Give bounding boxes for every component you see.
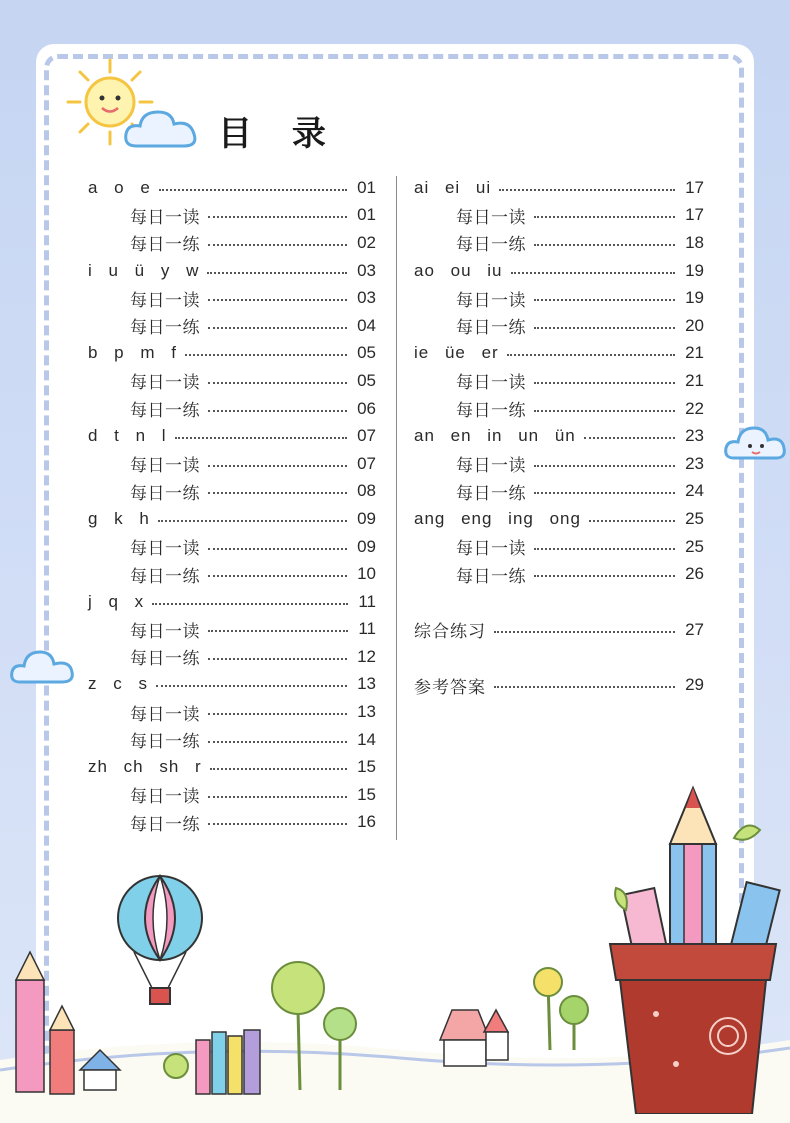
dot-leader [156, 685, 347, 687]
toc-entry-label: a o e [88, 177, 151, 197]
toc-entry-label: 每日一练 [130, 235, 200, 255]
toc-subentry [88, 533, 376, 561]
toc-entry-label: 每日一练 [130, 318, 200, 338]
toc-entry-label: 每日一读 [130, 456, 200, 476]
toc-entry-label: 每日一读 [456, 207, 526, 227]
toc-entry-label: 每日一练 [130, 732, 200, 752]
toc-entry-label: ai ei ui [414, 177, 492, 197]
toc-subentry [88, 367, 376, 395]
dot-leader [152, 603, 348, 605]
dot-leader [158, 520, 347, 522]
toc-entry-label: zh ch sh r [88, 757, 202, 777]
dot-leader [534, 575, 675, 577]
toc-page-number: 17 [685, 205, 704, 225]
toc-subentry [88, 809, 376, 837]
toc-subentry [88, 312, 376, 340]
dot-leader [534, 216, 675, 218]
dot-leader [208, 299, 347, 301]
toc-entry [414, 422, 704, 450]
toc-entry-label: 每日一练 [456, 318, 526, 338]
dot-leader [208, 796, 347, 798]
toc-entry [88, 340, 376, 368]
toc-entry-label: b p m f [88, 343, 177, 363]
dot-leader [208, 630, 348, 632]
toc-right-column [414, 174, 704, 699]
toc-subentry [88, 698, 376, 726]
toc-page-number: 20 [685, 315, 704, 335]
toc-entry [414, 257, 704, 285]
toc-entry-label: i u ü y w [88, 260, 200, 280]
toc-page-number: 03 [357, 260, 376, 280]
dot-leader [208, 823, 347, 825]
dot-leader [534, 410, 675, 412]
toc-entry [88, 174, 376, 202]
toc-entry-label: 每日一练 [456, 566, 526, 586]
toc-entry-label: d t n l [88, 426, 167, 446]
toc-page-number: 02 [357, 232, 376, 252]
dot-leader [208, 244, 347, 246]
toc-page-number: 13 [357, 702, 376, 722]
toc-entry-label: z c s [88, 674, 148, 694]
toc-entry [88, 753, 376, 781]
toc-entry [88, 422, 376, 450]
toc-subentry [414, 560, 704, 588]
toc-page-number: 12 [357, 646, 376, 666]
toc-entry-label: 综合练习 [414, 622, 486, 642]
toc-page-number: 05 [357, 370, 376, 390]
cloud-icon [10, 644, 76, 690]
toc-entry-label: 每日一练 [456, 401, 526, 421]
toc-page-number: 01 [357, 177, 376, 197]
toc-entry-label: 每日一读 [130, 621, 200, 641]
toc-page-number: 19 [685, 260, 704, 280]
dot-leader [208, 216, 347, 218]
dot-leader [208, 658, 347, 660]
toc-page-number: 13 [357, 674, 376, 694]
dot-leader [159, 189, 347, 191]
toc-page-number: 15 [357, 784, 376, 804]
toc-page-number: 21 [685, 370, 704, 390]
toc-page-number: 08 [357, 481, 376, 501]
toc-subentry [88, 395, 376, 423]
toc-entry-label: ang eng ing ong [414, 508, 581, 528]
toc-subentry [414, 202, 704, 230]
toc-entry-label: j q x [88, 591, 145, 611]
toc-page-number: 04 [357, 315, 376, 335]
toc-page-number: 05 [357, 343, 376, 363]
toc-entry-label: 每日一读 [130, 787, 200, 807]
toc-page-number: 09 [357, 508, 376, 528]
toc-page-number: 23 [685, 426, 704, 446]
toc-page-number: 25 [685, 536, 704, 556]
dot-leader [494, 631, 675, 633]
toc-subentry [88, 284, 376, 312]
toc-page-number: 11 [358, 619, 376, 639]
dot-leader [208, 410, 347, 412]
dot-leader [534, 382, 675, 384]
toc-entry-label: 每日一读 [130, 539, 200, 559]
toc-entry [88, 671, 376, 699]
toc-page-number: 27 [685, 619, 704, 639]
dot-leader [534, 327, 675, 329]
toc-entry-label: ao ou iu [414, 260, 503, 280]
toc-page-number: 07 [357, 426, 376, 446]
dot-leader [534, 244, 675, 246]
toc-entry-label: 每日一读 [456, 539, 526, 559]
toc-subentry [88, 726, 376, 754]
dot-leader [534, 548, 675, 550]
toc-page-number: 03 [357, 288, 376, 308]
page-title: 目 录 [218, 114, 340, 154]
toc-page-number: 14 [357, 729, 376, 749]
toc-entry-label: 每日一读 [130, 290, 200, 310]
toc-entry [88, 257, 376, 285]
toc-subentry [414, 284, 704, 312]
toc-entry [414, 616, 704, 644]
toc-page-number: 24 [685, 481, 704, 501]
books-icon [196, 1030, 260, 1094]
toc-subentry [88, 202, 376, 230]
dot-leader [208, 575, 347, 577]
toc-page-number: 22 [685, 398, 704, 418]
dot-leader [584, 437, 675, 439]
dot-leader [208, 548, 347, 550]
toc-subentry [88, 560, 376, 588]
toc-entry-label: 参考答案 [414, 677, 486, 697]
toc-page-number: 11 [358, 591, 376, 611]
dot-leader [185, 354, 347, 356]
toc-page-number: 07 [357, 453, 376, 473]
toc-entry [414, 174, 704, 202]
toc-page-number: 16 [357, 812, 376, 832]
dot-leader [499, 189, 675, 191]
toc-entry-label: an en in un ün [414, 426, 576, 446]
toc-subentry [88, 478, 376, 506]
dot-leader [207, 272, 347, 274]
toc-subentry [88, 229, 376, 257]
toc-subentry [88, 643, 376, 671]
dot-leader [208, 327, 347, 329]
toc-entry-label: 每日一读 [130, 207, 200, 227]
dot-leader [589, 520, 675, 522]
toc-subentry [414, 367, 704, 395]
toc-subentry [414, 533, 704, 561]
toc-subentry [414, 229, 704, 257]
toc-entry [88, 588, 376, 616]
pencil-pot-icon [596, 784, 790, 1114]
toc-subentry [414, 312, 704, 340]
dot-leader [534, 465, 675, 467]
toc-entry-label: g k h [88, 508, 150, 528]
cloud-icon [724, 418, 788, 466]
toc-subentry [414, 478, 704, 506]
toc-entry-label: 每日一练 [130, 814, 200, 834]
dot-leader [511, 272, 676, 274]
toc-entry-label: 每日一读 [456, 456, 526, 476]
toc-entry-label: 每日一读 [456, 373, 526, 393]
dot-leader [208, 713, 347, 715]
toc-subentry [88, 616, 376, 644]
toc-subentry [414, 450, 704, 478]
cloud-icon [122, 100, 202, 156]
column-divider [396, 176, 397, 840]
toc-page-number: 17 [685, 177, 704, 197]
toc-subentry [88, 781, 376, 809]
toc-entry-label: 每日一读 [456, 290, 526, 310]
toc-entry [414, 340, 704, 368]
dot-leader [208, 492, 347, 494]
toc-entry-label: 每日一练 [456, 235, 526, 255]
toc-entry [414, 672, 704, 700]
toc-subentry [414, 395, 704, 423]
toc-entry [414, 505, 704, 533]
toc-entry [88, 505, 376, 533]
toc-entry-label: 每日一练 [130, 483, 200, 503]
toc-entry-label: ie üe er [414, 343, 499, 363]
toc-page-number: 29 [685, 675, 704, 695]
dot-leader [494, 686, 675, 688]
toc-page-number: 25 [685, 508, 704, 528]
dot-leader [534, 492, 675, 494]
dot-leader [507, 354, 675, 356]
toc-page-number: 09 [357, 536, 376, 556]
toc-entry-label: 每日一练 [456, 483, 526, 503]
dot-leader [208, 741, 347, 743]
toc-page-number: 01 [357, 205, 376, 225]
toc-page-number: 19 [685, 288, 704, 308]
toc-entry-label: 每日一练 [130, 401, 200, 421]
toc-page-number: 10 [357, 564, 376, 584]
dot-leader [175, 437, 347, 439]
toc-page-number: 23 [685, 453, 704, 473]
toc-page-number: 21 [685, 343, 704, 363]
dot-leader [208, 465, 347, 467]
dot-leader [534, 299, 675, 301]
toc-page-number: 18 [685, 232, 704, 252]
dot-leader [208, 382, 347, 384]
toc-entry-label: 每日一读 [130, 704, 200, 724]
toc-subentry [88, 450, 376, 478]
toc-entry-label: 每日一练 [130, 566, 200, 586]
toc-page-number: 15 [357, 757, 376, 777]
toc-page-number: 06 [357, 398, 376, 418]
dot-leader [210, 768, 347, 770]
toc-entry-label: 每日一读 [130, 373, 200, 393]
toc-entry-label: 每日一练 [130, 649, 200, 669]
toc-left-column [88, 174, 376, 836]
toc-page-number: 26 [685, 564, 704, 584]
